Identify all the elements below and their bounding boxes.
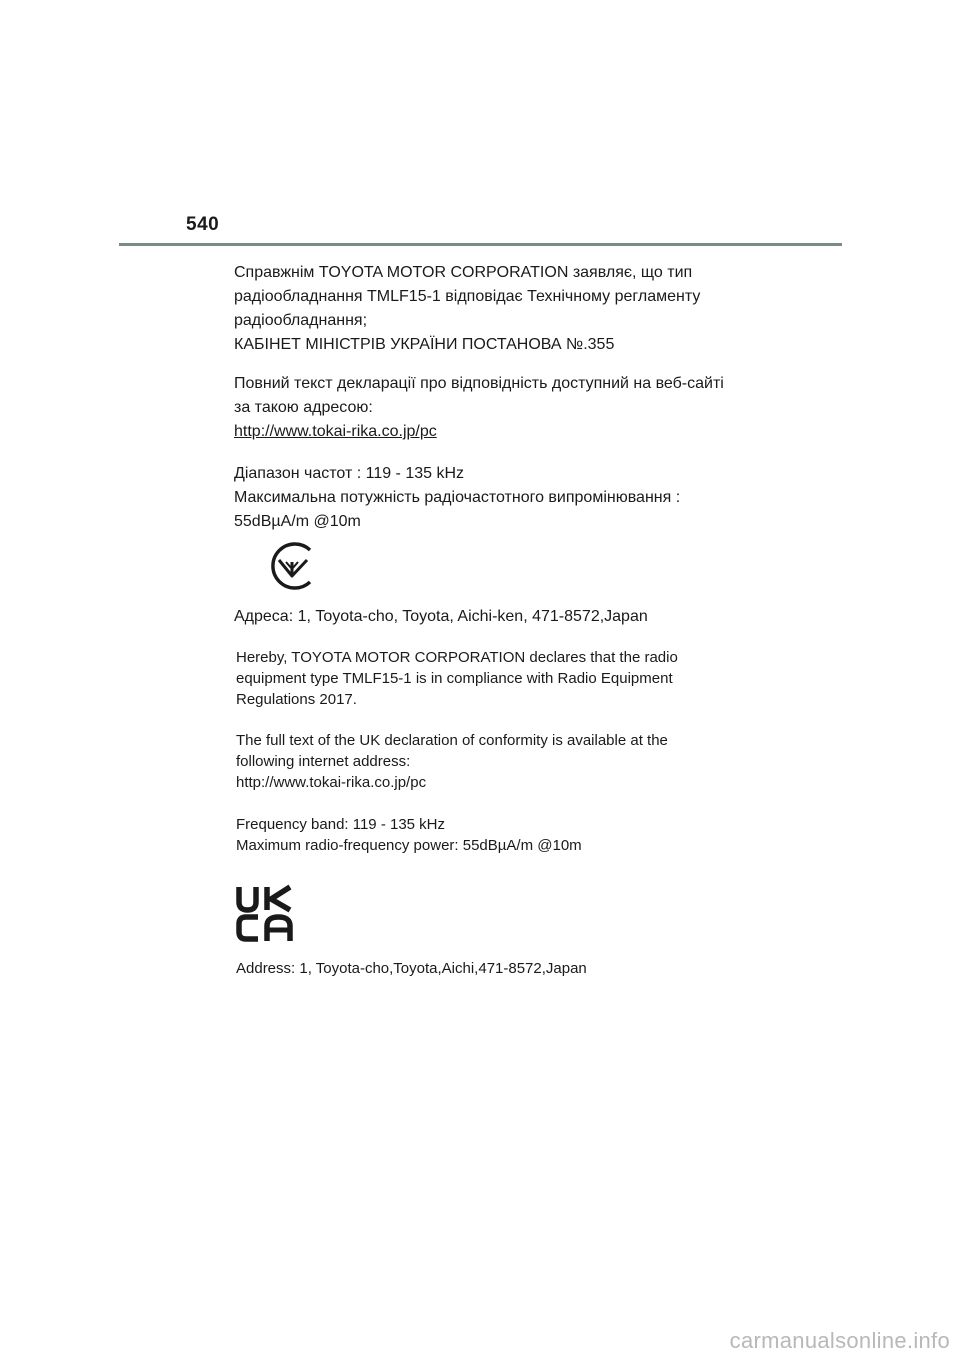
uk-frequency-info [236, 814, 582, 856]
header-divider [119, 243, 842, 246]
ua-declaration-link[interactable]: http://www.tokai-rika.co.jp/pc [234, 423, 437, 440]
page-number: 540 [186, 214, 220, 235]
uk-declaration-line: Regulations 2017. [236, 691, 357, 708]
ua-address [234, 605, 648, 629]
ua-full-text-line: Повний текст декларації про відповідність доступний на веб-сайті [234, 375, 724, 392]
uk-full-text-line: following internet address: [236, 753, 411, 770]
ua-declaration-line: радіообладнання TMLF15-1 відповідає Технічному регламенту [234, 288, 701, 305]
uk-declaration-url: http://www.tokai-rika.co.jp/pc [236, 774, 427, 791]
uk-full-text [236, 730, 668, 793]
uk-declaration-line: Hereby, TOYOTA MOTOR CORPORATION declares that the radio [236, 649, 678, 666]
ua-frequency-line: 55dBµA/m @10m [234, 513, 361, 530]
ua-declaration [234, 261, 700, 357]
ua-declaration-line: Справжнім TOYOTA MOTOR CORPORATION заявляє, що тип [234, 264, 693, 281]
uk-address [236, 958, 587, 979]
ukca-mark-icon [236, 884, 294, 942]
uk-frequency-line: Frequency band: 119 - 135 kHz [236, 816, 446, 833]
uk-frequency-line: Maximum radio-frequency power: 55dBµA/m @10m [236, 837, 582, 854]
ua-frequency-line: Діапазон частот : 119 - 135 kHz [234, 465, 465, 482]
ua-declaration-line: радіообладнання; [234, 312, 368, 329]
ua-frequency-line: Максимальна потужність радіочастотного випромінювання : [234, 489, 681, 506]
ua-full-text-line: за такою адресою: [234, 399, 373, 416]
ua-frequency-info [234, 462, 680, 534]
ua-full-text [234, 372, 724, 444]
watermark: carmanualsonline.info [729, 1328, 950, 1353]
uk-declaration [236, 647, 678, 710]
uk-address-line: Address: 1, Toyota-cho,Toyota,Aichi,471-8572,Japan [236, 960, 587, 977]
uk-declaration-line: equipment type TMLF15-1 is in compliance with Radio Equipment [236, 670, 673, 687]
ua-address-line: Адреса: 1, Toyota-cho, Toyota, Aichi-ken, 471-8572,Japan [234, 608, 648, 625]
uk-full-text-line: The full text of the UK declaration of conformity is available at the [236, 732, 668, 749]
ua-conformity-mark-icon [266, 540, 318, 592]
ua-declaration-line: КАБІНЕТ МІНІСТРІВ УКРАЇНИ ПОСТАНОВА №.355 [234, 336, 615, 353]
